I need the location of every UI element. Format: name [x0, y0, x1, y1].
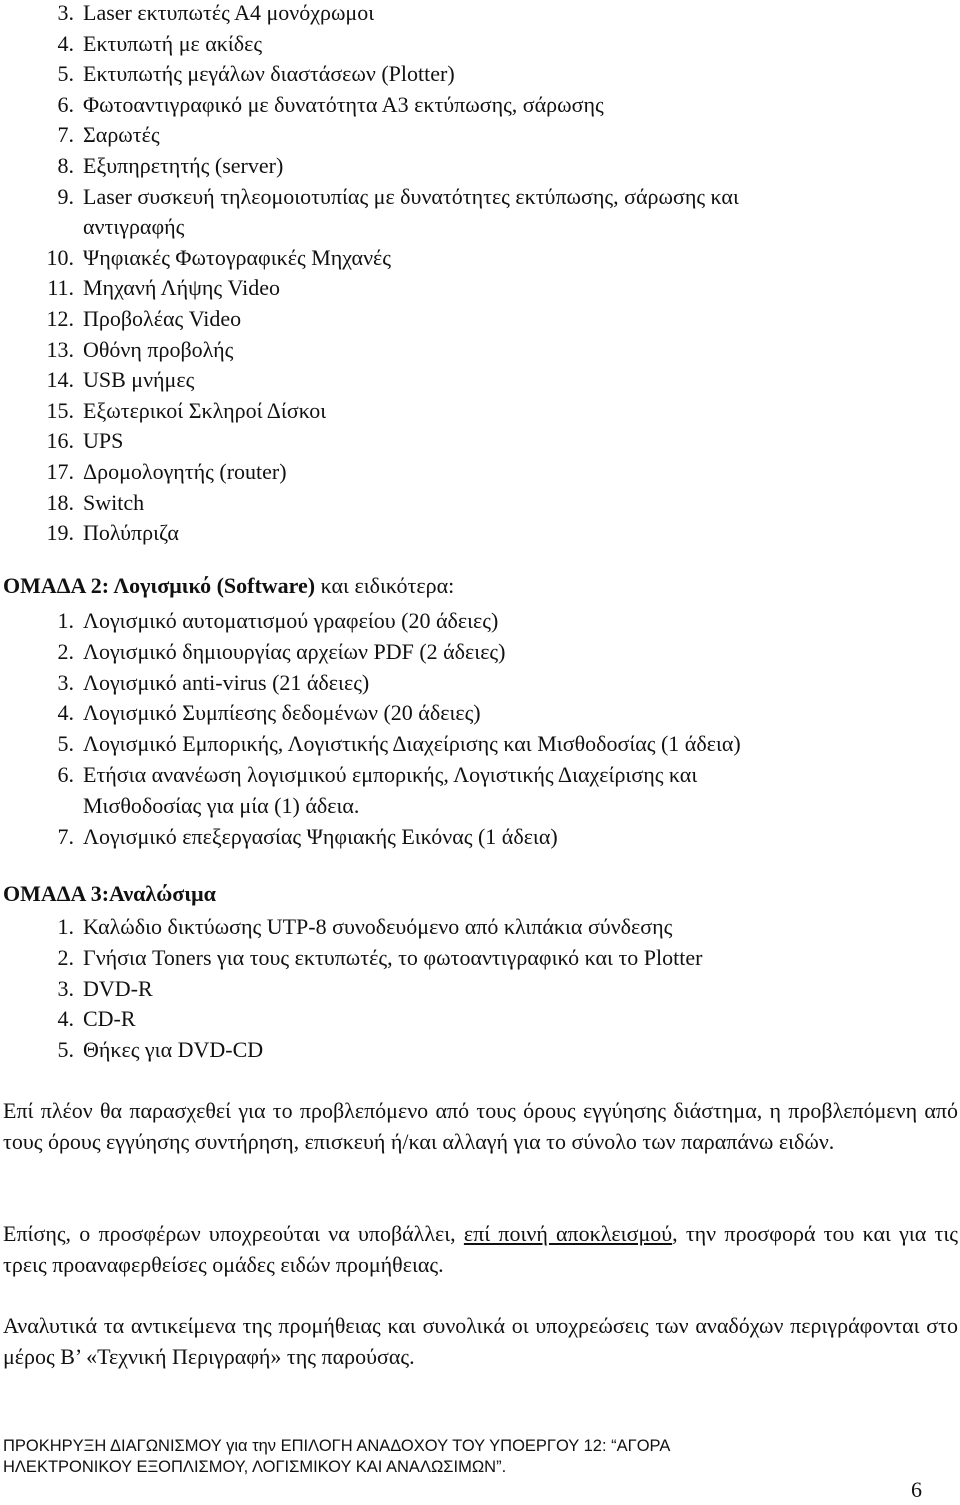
list-item-number: 17.	[46, 459, 74, 484]
list-item-number: 6.	[57, 91, 74, 117]
list-item-text: Εκτυπωτή με ακίδες	[83, 30, 263, 56]
list-item-text: Λογισμικό Συμπίεσης δεδομένων (20 άδειες)	[83, 700, 481, 726]
paragraph-submission-underlined: επί ποινή αποκλεισμού	[463, 1221, 673, 1246]
list-item-text: Προβολέας Video	[83, 306, 242, 331]
list-item-number: 4.	[57, 30, 74, 56]
list-item-number: 6.	[57, 762, 74, 787]
group2-title-rest: και ειδικότερα:	[315, 573, 455, 598]
paragraph-description: Αναλυτικά τα αντικείμενα της προμήθειας και συνολικά οι υποχρεώσεις των αναδόχων περιγράφονται στο μέρος Β’ «Τεχνική Περιγραφή» της παρούσας.	[3, 1313, 958, 1369]
list-item-number: 13.	[46, 336, 74, 362]
list-item-number: 5.	[57, 61, 74, 87]
list-item-number: 3.	[57, 669, 74, 695]
paragraph-warranty: Επί πλέον θα παρασχεθεί για το προβλεπόμενο από τους όρους εγγύησης διάστημα, η προβλεπόμενη από τους όρους εγγύησης συντήρηση, επισκευή ή/και αλλαγή για το σύνολο των παραπάνω ειδών.	[3, 1098, 958, 1154]
list-item-number: 9.	[57, 183, 74, 209]
list-item-text: Λογισμικό επεξεργασίας Ψηφιακής Εικόνας (1 άδεια)	[83, 823, 558, 849]
list-item-number: 1.	[57, 914, 74, 939]
list-item-text: USB μνήμες	[83, 367, 195, 393]
footer-line-1: ΠΡΟΚΗΡΥΞΗ ΔΙΑΓΩΝΙΣΜΟΥ για την ΕΠΙΛΟΓΗ ΑΝΑΔΟΧΟΥ ΤΟΥ ΥΠΟΕΡΓΟΥ 12: “ΑΓΟΡΑ	[3, 1437, 671, 1455]
list-item-number: 7.	[57, 823, 74, 849]
list-item-text: Μηχανή Λήψης Video	[83, 275, 281, 301]
list-item-text: Καλώδιο δικτύωσης UTP-8 συνοδευόμενο από κλιπάκια σύνδεσης	[83, 914, 673, 939]
paragraph-submission-start: Επίσης, ο προσφέρων υποχρεούται να υποβάλλει,	[3, 1221, 464, 1246]
list-item-number: 16.	[46, 428, 74, 454]
list-item-text: Laser εκτυπωτές Α4 μονόχρωμοι	[83, 0, 375, 25]
list-item-text: Ψηφιακές Φωτογραφικές Μηχανές	[83, 244, 391, 270]
list-item-text: Switch	[83, 489, 145, 515]
list-item-text: Λογισμικό anti-virus (21 άδειες)	[83, 669, 370, 695]
list-item-number: 7.	[57, 122, 74, 148]
list-item-text: Εξυπηρετητής (server)	[83, 153, 284, 178]
list-item-number: 3.	[57, 975, 74, 1001]
list-item-text: Οθόνη προβολής	[83, 336, 234, 362]
list-item-number: 18.	[46, 489, 74, 515]
group3-heading: ΟΜΑΔΑ 3:Αναλώσιμα	[3, 881, 216, 906]
list-item-text: αντιγραφής	[83, 214, 185, 240]
list-item-text: Δρομολογητής (router)	[83, 459, 287, 484]
list-item-number: 8.	[57, 153, 74, 178]
group2-heading	[3, 572, 454, 600]
paragraph-submission	[3, 1218, 958, 1280]
list-item-number: 5.	[57, 731, 74, 757]
list-item-text: Λογισμικό αυτοματισμού γραφείου (20 άδειες)	[83, 608, 499, 633]
list-item-number: 5.	[57, 1037, 74, 1063]
list-item-text: Laser συσκευή τηλεομοιοτυπίας με δυνατότητες εκτύπωσης, σάρωσης και	[83, 183, 739, 209]
page-number: 6	[911, 1477, 922, 1502]
list-item-number: 15.	[46, 397, 74, 423]
list-item-text: Μισθοδοσίας για μία (1) άδεια.	[83, 792, 360, 818]
footer-line-2: ΗΛΕΚΤΡΟΝΙΚΟΥ ΕΞΟΠΛΙΣΜΟΥ, ΛΟΓΙΣΜΙΚΟΥ ΚΑΙ ΑΝΑΛΩΣΙΜΩΝ”.	[3, 1458, 507, 1476]
list-item-number: 1.	[57, 608, 74, 633]
list-item-text: Ετήσια ανανέωση λογισμικού εμπορικής, Λογιστικής Διαχείρισης και	[83, 762, 698, 787]
group2-title-bold: ΟΜΑΔΑ 2: Λογισμικό (Software)	[3, 573, 316, 598]
list-item-text: Εξωτερικοί Σκληροί Δίσκοι	[83, 397, 327, 423]
list-item-text: Γνήσια Toners για τους εκτυπωτές, το φωτοαντιγραφικό και το Plotter	[83, 944, 703, 970]
list-item-number: 3.	[57, 0, 74, 25]
list-item-number: 19.	[46, 520, 74, 546]
list-item-number: 4.	[57, 1006, 74, 1032]
list-item-text: DVD-R	[83, 975, 153, 1001]
list-item-text: Εκτυπωτής μεγάλων διαστάσεων (Plotter)	[83, 61, 455, 87]
list-item-text: CD-R	[83, 1006, 136, 1032]
list-item-number: 4.	[57, 700, 74, 726]
list-item-text: Λογισμικό δημιουργίας αρχείων PDF (2 άδειες)	[83, 638, 506, 664]
list-item-number: 14.	[46, 367, 74, 393]
list-item-text: UPS	[83, 428, 124, 454]
paragraph-submission-end: , την προσφορά του και για τις τρεις προαναφερθείσες ομάδες ειδών προμήθειας.	[3, 1221, 958, 1277]
list-item-number: 10.	[46, 244, 74, 270]
list-item-number: 2.	[57, 638, 74, 664]
list-item-number: 2.	[57, 944, 74, 970]
list-item-number: 11.	[47, 275, 74, 301]
list-item-number: 12.	[46, 306, 74, 331]
list-item-text: Λογισμικό Εμπορικής, Λογιστικής Διαχείρισης και Μισθοδοσίας (1 άδεια)	[83, 731, 741, 757]
list-item-text: Πολύπριζα	[83, 520, 179, 546]
list-item-text: Φωτοαντιγραφικό με δυνατότητα Α3 εκτύπωσης, σάρωσης	[83, 91, 604, 117]
list-item-text: Σαρωτές	[83, 122, 160, 148]
list-item-text: Θήκες για DVD-CD	[83, 1037, 264, 1063]
